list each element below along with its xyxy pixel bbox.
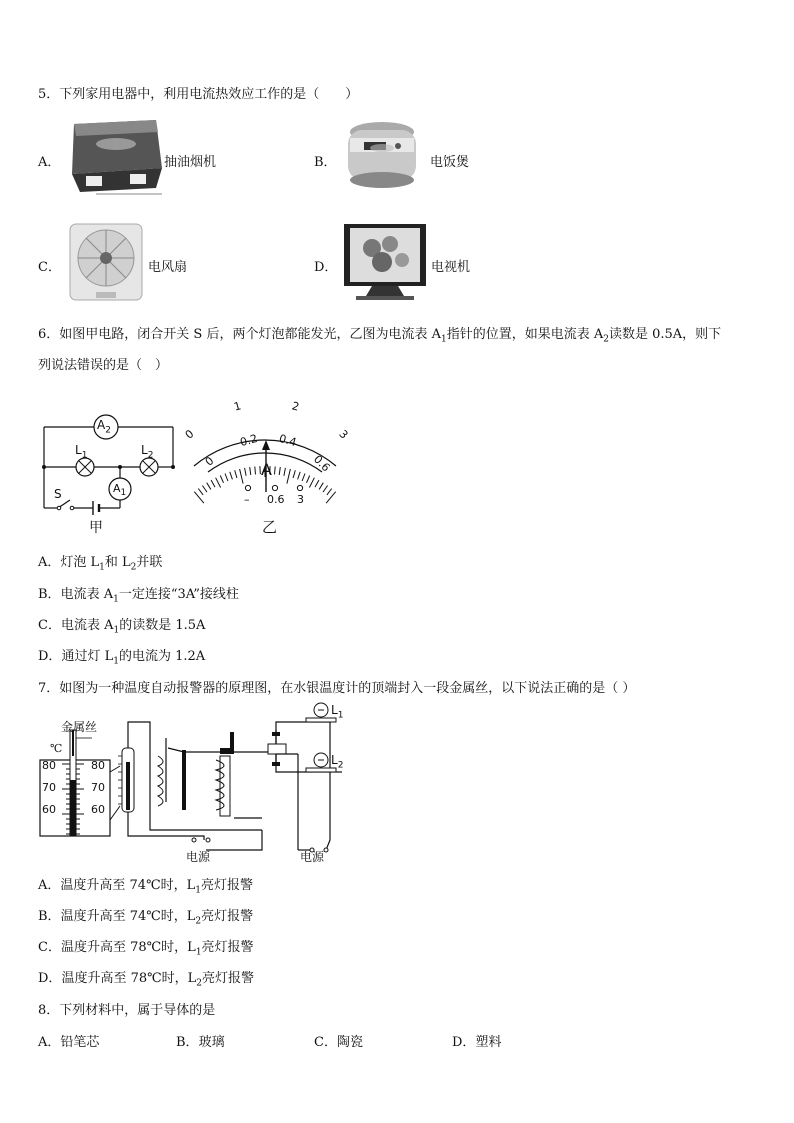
- dial-tick-mark: [220, 476, 223, 483]
- dial-tick-mark: [319, 483, 323, 490]
- ammeter-a1-label: $A_1$: [113, 482, 127, 499]
- dial-tick-mark: [216, 478, 221, 488]
- q8-option-c: C．陶瓷: [314, 1035, 363, 1050]
- figure-yi-caption: 乙: [262, 518, 278, 536]
- dial-bottom-tick-0-2: 0.2: [238, 431, 259, 450]
- dial-tick-mark: [275, 467, 276, 475]
- scale-right-60: 60: [91, 803, 105, 816]
- figure-jia-caption: 甲: [89, 520, 103, 536]
- dial-tick-mark: [284, 468, 286, 476]
- q7-option-b: B．温度升高至 74℃时，$L_2$亮灯报警: [38, 909, 254, 927]
- dial-tick-mark: [323, 486, 328, 493]
- dial-tick-mark: [240, 469, 244, 484]
- ammeter-dial-yi: [180, 392, 350, 516]
- scale-left-70: 70: [42, 781, 56, 794]
- metal-wire-label: 金属丝: [61, 720, 98, 734]
- dial-tick-mark: [245, 468, 247, 476]
- dial-tick-mark: [202, 486, 207, 493]
- electric-fan-image: [66, 222, 146, 304]
- dial-tick-mark: [327, 489, 332, 495]
- dial-tick-mark: [255, 467, 256, 475]
- q5-stem: 5．下列家用电器中，利用电流热效应工作的是（ ）: [38, 87, 359, 102]
- q8-option-b: B．玻璃: [176, 1035, 225, 1050]
- terminal-3: 3: [297, 493, 304, 506]
- celsius-unit-label: ℃: [50, 742, 63, 755]
- q8-option-d: D．塑料: [452, 1035, 502, 1050]
- switch-s-label: S: [54, 487, 62, 501]
- dial-tick-mark: [211, 480, 215, 487]
- q7-option-a: A．温度升高至 74℃时，$L_1$亮灯报警: [38, 878, 253, 896]
- q8-option-a: A．铅笔芯: [38, 1035, 100, 1050]
- q7-option-c: C．温度升高至 78℃时，$L_1$亮灯报警: [38, 940, 254, 958]
- q7-option-d: D．温度升高至 78℃时，$L_2$亮灯报警: [38, 971, 255, 989]
- power-source-label-1: 电源: [186, 850, 211, 864]
- lamp-l2-label: $L_2$: [141, 443, 154, 461]
- dial-tick-mark: [315, 480, 319, 487]
- q6-stem-line2: 列说法错误的是（ ）: [38, 358, 169, 373]
- dial-tick-mark: [293, 470, 295, 478]
- q5-option-b-letter: B．: [314, 155, 337, 170]
- q5-option-b-label: 电饭煲: [430, 155, 470, 170]
- dial-top-tick-2: 2: [290, 399, 301, 414]
- dial-tick-mark: [287, 469, 291, 484]
- q7-stem: 7．如图为一种温度自动报警器的原理图，在水银温度计的顶端封入一段金属丝，以下说法正确的是（ ）: [38, 681, 636, 696]
- scale-right-70: 70: [91, 781, 105, 794]
- scale-right-80: 80: [91, 759, 105, 772]
- dial-tick-mark: [298, 472, 301, 480]
- dial-tick-mark: [279, 467, 280, 475]
- television-image: [342, 222, 428, 304]
- dial-tick-mark: [302, 474, 305, 482]
- terminal-0-6: 0.6: [267, 493, 285, 506]
- q5-option-c-label: 电风扇: [148, 260, 188, 275]
- range-hood-image: [66, 118, 164, 196]
- dial-top-tick-3: 3: [336, 427, 351, 442]
- q6-option-a: A．灯泡 $L_1$和 $L_2$并联: [38, 555, 163, 573]
- q5-option-c-letter: C．: [38, 260, 61, 275]
- rice-cooker-image: [342, 118, 422, 196]
- terminal-negative: –: [244, 493, 250, 506]
- power-source-label-2: 电源: [300, 850, 325, 864]
- ammeter-a2-label: $A_2$: [97, 418, 111, 436]
- q5-option-a-letter: A．: [38, 155, 61, 170]
- lamp-l1-label: $L_1$: [75, 443, 88, 461]
- dial-tick-mark: [235, 470, 237, 478]
- q5-option-a-label: 抽油烟机: [164, 155, 217, 170]
- q5-option-d-letter: D．: [314, 260, 338, 275]
- dial-tick-mark: [207, 483, 211, 490]
- q5-option-d-label: 电视机: [431, 260, 471, 275]
- dial-tick-mark: [307, 476, 310, 483]
- dial-tick-mark: [250, 467, 251, 475]
- q6-option-c: C．电流表 $A_1$的读数是 1.5A: [38, 618, 206, 636]
- lamp-l1-label-q7: $L_1$: [331, 703, 344, 721]
- dial-bottom-tick-0-6: 0.6: [310, 452, 333, 475]
- q6-option-d: D．通过灯 $L_1$的电流为 1.2A: [38, 649, 206, 667]
- scale-left-60: 60: [42, 803, 56, 816]
- q8-stem: 8．下列材料中，属于导体的是: [38, 1003, 216, 1018]
- q6-stem-line1: 6．如图甲电路，闭合开关 S 后，两个灯泡都能发光，乙图为电流表 $A_1$指针的位置，如果电流表 $A_2$读数是 0.5A，则下: [38, 327, 722, 345]
- dial-bottom-tick-0: 0: [202, 454, 217, 469]
- lamp-l2-label-q7: $L_2$: [331, 753, 344, 771]
- dial-top-tick-1: 1: [232, 399, 243, 414]
- dial-tick-mark: [198, 489, 203, 495]
- dial-tick-mark: [230, 472, 233, 480]
- dial-meter-letter: A: [261, 460, 272, 479]
- scale-left-80: 80: [42, 759, 56, 772]
- dial-bottom-tick-0-4: 0.4: [277, 431, 298, 450]
- dial-tick-mark: [225, 474, 228, 482]
- dial-tick-mark: [309, 478, 314, 488]
- q6-option-b: B．电流表 $A_1$一定连接“3A”接线柱: [38, 587, 239, 605]
- dial-top-tick-0: 0: [182, 427, 197, 442]
